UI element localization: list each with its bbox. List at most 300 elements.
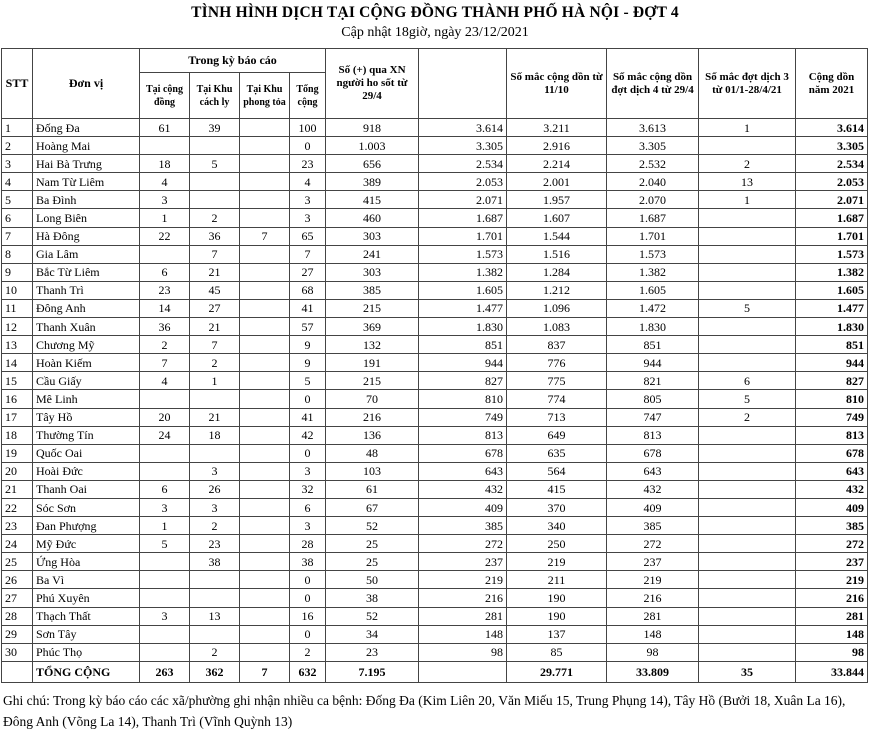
cell-cumulative-1110: 775: [507, 372, 607, 390]
cell-total: 3: [290, 191, 326, 209]
cell-cumulative-wave4: 1.472: [607, 299, 699, 317]
cell-lockdown: [240, 462, 290, 480]
cell-stt: 21: [2, 480, 33, 498]
cell-cumulative-wave4: 1.830: [607, 318, 699, 336]
cell-blank: 851: [419, 336, 507, 354]
cell-tested: 303: [326, 227, 419, 245]
cell-stt: 14: [2, 354, 33, 372]
header-wave3: Số mắc đợt dịch 3 từ 01/1-28/4/21: [699, 49, 796, 119]
cell-stt: 18: [2, 426, 33, 444]
cell-unit: Gia Lâm: [33, 245, 140, 263]
cell-community: 20: [140, 408, 190, 426]
cell-total: 16: [290, 607, 326, 625]
cell-cumulative-wave4: 409: [607, 498, 699, 516]
header-isolation: Tại Khu cách ly: [190, 73, 240, 119]
cell-isolation: 5: [190, 155, 240, 173]
cell-blank: 813: [419, 426, 507, 444]
cell-unit: Hai Bà Trưng: [33, 155, 140, 173]
cell-total: 3: [290, 209, 326, 227]
header-unit: Đơn vị: [33, 49, 140, 119]
cell-cumulative-1110: 1.212: [507, 281, 607, 299]
cell-cumulative-wave4: 281: [607, 607, 699, 625]
cell-year2021: 1.382: [796, 263, 868, 281]
cell-tested: 25: [326, 535, 419, 553]
cell-cumulative-1110: 1.096: [507, 299, 607, 317]
cell-year2021: 219: [796, 571, 868, 589]
cell-tested: 70: [326, 390, 419, 408]
cell-wave3: [699, 336, 796, 354]
cell-blank: 272: [419, 535, 507, 553]
cell-isolation: [190, 390, 240, 408]
cell-cumulative-wave4: 2.070: [607, 191, 699, 209]
cell-total: 65: [290, 227, 326, 245]
cell-tested: 48: [326, 444, 419, 462]
total-cell-wave3: 35: [699, 661, 796, 682]
cell-wave3: [699, 517, 796, 535]
cell-tested: 1.003: [326, 137, 419, 155]
cell-community: 5: [140, 535, 190, 553]
cell-year2021: 3.305: [796, 137, 868, 155]
cell-stt: 26: [2, 571, 33, 589]
cell-cumulative-wave4: 813: [607, 426, 699, 444]
cell-unit: Ba Đình: [33, 191, 140, 209]
cell-year2021: 1.573: [796, 245, 868, 263]
cell-lockdown: [240, 245, 290, 263]
cell-total: 4: [290, 173, 326, 191]
cell-cumulative-1110: 219: [507, 553, 607, 571]
report-subtitle: Cập nhật 18giờ, ngày 23/12/2021: [341, 25, 529, 40]
header-tested: Số (+) qua XN người ho sốt từ 29/4: [326, 49, 419, 119]
cell-total: 23: [290, 155, 326, 173]
cell-isolation: 3: [190, 498, 240, 516]
table-row: [2, 408, 868, 426]
cell-stt: 13: [2, 336, 33, 354]
cell-blank: 749: [419, 408, 507, 426]
cell-cumulative-1110: 564: [507, 462, 607, 480]
cell-unit: Đông Anh: [33, 299, 140, 317]
cell-tested: 61: [326, 480, 419, 498]
cell-isolation: [190, 191, 240, 209]
cell-unit: Phúc Thọ: [33, 643, 140, 661]
cell-total: 0: [290, 625, 326, 643]
cell-cumulative-1110: 370: [507, 498, 607, 516]
cell-wave3: 6: [699, 372, 796, 390]
cell-year2021: 2.071: [796, 191, 868, 209]
cell-community: 22: [140, 227, 190, 245]
cell-isolation: 1: [190, 372, 240, 390]
header-report-period: Trong kỳ báo cáo: [140, 49, 326, 73]
table-row: [2, 173, 868, 191]
table-row: [2, 517, 868, 535]
cell-community: 7: [140, 354, 190, 372]
cell-stt: 25: [2, 553, 33, 571]
cell-unit: Đống Đa: [33, 119, 140, 137]
cell-wave3: [699, 571, 796, 589]
cell-tested: 215: [326, 372, 419, 390]
cell-lockdown: [240, 137, 290, 155]
cell-cumulative-wave4: 272: [607, 535, 699, 553]
cell-tested: 38: [326, 589, 419, 607]
cell-unit: Thanh Oai: [33, 480, 140, 498]
table-row: [2, 426, 868, 444]
cell-cumulative-wave4: 219: [607, 571, 699, 589]
header-total: Tổng cộng: [290, 73, 326, 119]
cell-unit: Ba Vì: [33, 571, 140, 589]
cell-unit: Bắc Từ Liêm: [33, 263, 140, 281]
cell-isolation: [190, 137, 240, 155]
cell-blank: 385: [419, 517, 507, 535]
cell-isolation: 39: [190, 119, 240, 137]
cell-unit: Thường Tín: [33, 426, 140, 444]
cell-blank: 2.534: [419, 155, 507, 173]
cell-lockdown: [240, 607, 290, 625]
cell-cumulative-1110: 774: [507, 390, 607, 408]
cell-community: 18: [140, 155, 190, 173]
report-title: TÌNH HÌNH DỊCH TẠI CỘNG ĐỒNG THÀNH PHỐ HÀ NỘI - ĐỢT 4: [191, 4, 679, 21]
cell-community: 6: [140, 263, 190, 281]
cell-unit: Mỹ Đức: [33, 535, 140, 553]
cell-cumulative-wave4: 385: [607, 517, 699, 535]
cell-tested: 191: [326, 354, 419, 372]
cell-cumulative-wave4: 643: [607, 462, 699, 480]
cell-wave3: [699, 607, 796, 625]
cell-lockdown: [240, 426, 290, 444]
cell-unit: Hoàn Kiếm: [33, 354, 140, 372]
table-row: [2, 155, 868, 173]
cell-blank: 827: [419, 372, 507, 390]
cell-total: 41: [290, 299, 326, 317]
cell-tested: 303: [326, 263, 419, 281]
cell-unit: Mê Linh: [33, 390, 140, 408]
cell-isolation: 7: [190, 336, 240, 354]
cell-tested: 415: [326, 191, 419, 209]
cell-blank: 3.614: [419, 119, 507, 137]
cell-stt: 4: [2, 173, 33, 191]
cell-cumulative-wave4: 1.605: [607, 281, 699, 299]
cell-cumulative-1110: 1.516: [507, 245, 607, 263]
cell-blank: 643: [419, 462, 507, 480]
cell-blank: 3.305: [419, 137, 507, 155]
cell-tested: 52: [326, 607, 419, 625]
cell-unit: Thạch Thất: [33, 607, 140, 625]
cell-wave3: [699, 480, 796, 498]
cell-cumulative-1110: 137: [507, 625, 607, 643]
cell-total: 6: [290, 498, 326, 516]
cell-total: 5: [290, 372, 326, 390]
header-cumulative-wave4: Số mắc cộng dồn đợt dịch 4 từ 29/4: [607, 49, 699, 119]
cell-lockdown: [240, 643, 290, 661]
cell-isolation: 27: [190, 299, 240, 317]
cell-total: 0: [290, 137, 326, 155]
cell-community: 6: [140, 480, 190, 498]
cell-cumulative-1110: 190: [507, 607, 607, 625]
cell-lockdown: [240, 517, 290, 535]
cell-lockdown: [240, 336, 290, 354]
cell-lockdown: [240, 625, 290, 643]
cell-cumulative-1110: 713: [507, 408, 607, 426]
cell-year2021: 678: [796, 444, 868, 462]
cell-stt: 10: [2, 281, 33, 299]
cell-cumulative-1110: 1.083: [507, 318, 607, 336]
cell-unit: Long Biên: [33, 209, 140, 227]
cell-total: 38: [290, 553, 326, 571]
cell-cumulative-wave4: 237: [607, 553, 699, 571]
cell-cumulative-1110: 2.001: [507, 173, 607, 191]
cell-isolation: 38: [190, 553, 240, 571]
cell-stt: 23: [2, 517, 33, 535]
header-year2021: Cộng dồn năm 2021: [796, 49, 868, 119]
cell-wave3: 2: [699, 155, 796, 173]
cell-year2021: 1.687: [796, 209, 868, 227]
cell-wave3: 5: [699, 390, 796, 408]
cell-cumulative-1110: 1.284: [507, 263, 607, 281]
cell-blank: 2.071: [419, 191, 507, 209]
cell-tested: 656: [326, 155, 419, 173]
cell-isolation: 26: [190, 480, 240, 498]
cell-community: [140, 553, 190, 571]
total-cell-cumulative-wave4: 33.809: [607, 661, 699, 682]
cell-cumulative-1110: 85: [507, 643, 607, 661]
cell-total: 41: [290, 408, 326, 426]
header-blank: [419, 49, 507, 119]
cell-isolation: 21: [190, 318, 240, 336]
cell-blank: 98: [419, 643, 507, 661]
cell-lockdown: [240, 571, 290, 589]
cell-year2021: 643: [796, 462, 868, 480]
total-cell-unit: TỔNG CỘNG: [33, 661, 140, 682]
cell-wave3: [699, 535, 796, 553]
cell-unit: Đan Phượng: [33, 517, 140, 535]
cell-unit: Hoàng Mai: [33, 137, 140, 155]
cell-community: 4: [140, 173, 190, 191]
cell-year2021: 409: [796, 498, 868, 516]
table-row: [2, 245, 868, 263]
cell-cumulative-wave4: 432: [607, 480, 699, 498]
cell-lockdown: [240, 444, 290, 462]
cell-stt: 15: [2, 372, 33, 390]
cell-community: [140, 137, 190, 155]
cell-lockdown: [240, 408, 290, 426]
cell-community: [140, 390, 190, 408]
cell-tested: 50: [326, 571, 419, 589]
cell-community: [140, 589, 190, 607]
cell-cumulative-wave4: 805: [607, 390, 699, 408]
cell-lockdown: [240, 155, 290, 173]
cell-stt: 19: [2, 444, 33, 462]
cell-lockdown: [240, 318, 290, 336]
table-row: [2, 607, 868, 625]
total-cell-stt: [2, 661, 33, 682]
cell-total: 3: [290, 517, 326, 535]
header-lockdown: Tại Khu phong tỏa: [240, 73, 290, 119]
cell-year2021: 3.614: [796, 119, 868, 137]
cell-isolation: [190, 589, 240, 607]
table-row: [2, 209, 868, 227]
total-row: [2, 661, 868, 682]
header-stt: STT: [2, 49, 33, 119]
cell-community: [140, 571, 190, 589]
cell-total: 7: [290, 245, 326, 263]
cell-wave3: 1: [699, 119, 796, 137]
cell-cumulative-wave4: 1.687: [607, 209, 699, 227]
table-row: [2, 354, 868, 372]
table-row: [2, 281, 868, 299]
cell-unit: Cầu Giấy: [33, 372, 140, 390]
cell-blank: 1.477: [419, 299, 507, 317]
cell-year2021: 272: [796, 535, 868, 553]
cell-wave3: [699, 209, 796, 227]
table-row: [2, 480, 868, 498]
cell-wave3: [699, 589, 796, 607]
cell-stt: 5: [2, 191, 33, 209]
cell-blank: 281: [419, 607, 507, 625]
cell-total: 27: [290, 263, 326, 281]
cell-cumulative-wave4: 1.573: [607, 245, 699, 263]
cell-lockdown: 7: [240, 227, 290, 245]
cell-isolation: 2: [190, 354, 240, 372]
cell-cumulative-1110: 837: [507, 336, 607, 354]
cell-total: 68: [290, 281, 326, 299]
cell-isolation: [190, 173, 240, 191]
cell-year2021: 98: [796, 643, 868, 661]
cell-isolation: 18: [190, 426, 240, 444]
cell-wave3: [699, 426, 796, 444]
cell-blank: 432: [419, 480, 507, 498]
cell-cumulative-1110: 1.607: [507, 209, 607, 227]
cell-blank: 219: [419, 571, 507, 589]
cell-lockdown: [240, 191, 290, 209]
cell-isolation: 21: [190, 263, 240, 281]
cell-unit: Thanh Xuân: [33, 318, 140, 336]
cell-tested: 103: [326, 462, 419, 480]
cell-community: [140, 245, 190, 263]
cell-cumulative-wave4: 3.305: [607, 137, 699, 155]
cell-tested: 389: [326, 173, 419, 191]
cell-year2021: 810: [796, 390, 868, 408]
cell-isolation: 2: [190, 643, 240, 661]
cell-community: 2: [140, 336, 190, 354]
cell-lockdown: [240, 390, 290, 408]
table-row: [2, 119, 868, 137]
cell-year2021: 432: [796, 480, 868, 498]
cell-community: 23: [140, 281, 190, 299]
cell-wave3: [699, 444, 796, 462]
cell-wave3: 2: [699, 408, 796, 426]
total-cell-community: 263: [140, 661, 190, 682]
cell-lockdown: [240, 535, 290, 553]
cell-community: 1: [140, 209, 190, 227]
cell-total: 0: [290, 571, 326, 589]
table-body: [2, 119, 868, 683]
cell-lockdown: [240, 281, 290, 299]
footnote: Ghi chú: Trong kỳ báo cáo các xã/phường ghi nhận nhiều ca bệnh: Đống Đa (Kim Liên 20, Văn Miếu 15, Trung Phụng 14), Tây Hồ (Bưởi 18, Xuân La 16), Đông Anh (Võng La 14), Thanh Trì (Vĩnh Quỳnh 13): [3, 693, 846, 729]
cell-lockdown: [240, 299, 290, 317]
cell-blank: 1.382: [419, 263, 507, 281]
cell-cumulative-1110: 340: [507, 517, 607, 535]
table-row: [2, 571, 868, 589]
table-row: [2, 191, 868, 209]
cell-wave3: [699, 462, 796, 480]
cell-lockdown: [240, 372, 290, 390]
table-row: [2, 589, 868, 607]
cell-lockdown: [240, 480, 290, 498]
cell-lockdown: [240, 173, 290, 191]
cell-stt: 17: [2, 408, 33, 426]
cell-stt: 11: [2, 299, 33, 317]
cell-unit: Phú Xuyên: [33, 589, 140, 607]
cell-tested: 25: [326, 553, 419, 571]
cell-cumulative-wave4: 1.701: [607, 227, 699, 245]
cell-wave3: [699, 263, 796, 281]
cell-cumulative-wave4: 851: [607, 336, 699, 354]
table-row: [2, 553, 868, 571]
cell-blank: 1.687: [419, 209, 507, 227]
cell-blank: 1.573: [419, 245, 507, 263]
total-cell-blank: [419, 661, 507, 682]
cell-cumulative-1110: 190: [507, 589, 607, 607]
cell-stt: 29: [2, 625, 33, 643]
cell-tested: 67: [326, 498, 419, 516]
cell-community: 1: [140, 517, 190, 535]
cell-lockdown: [240, 354, 290, 372]
cell-community: 36: [140, 318, 190, 336]
cell-isolation: [190, 571, 240, 589]
table-row: [2, 336, 868, 354]
cell-total: 28: [290, 535, 326, 553]
table-row: [2, 462, 868, 480]
cell-stt: 12: [2, 318, 33, 336]
cell-blank: 2.053: [419, 173, 507, 191]
cell-wave3: 5: [699, 299, 796, 317]
cell-unit: Ứng Hòa: [33, 553, 140, 571]
cell-wave3: [699, 643, 796, 661]
cell-community: [140, 462, 190, 480]
cell-cumulative-wave4: 148: [607, 625, 699, 643]
cell-stt: 8: [2, 245, 33, 263]
table-row: [2, 299, 868, 317]
cell-year2021: 944: [796, 354, 868, 372]
cell-cumulative-1110: 250: [507, 535, 607, 553]
cell-unit: Thanh Trì: [33, 281, 140, 299]
cell-tested: 23: [326, 643, 419, 661]
cell-cumulative-wave4: 216: [607, 589, 699, 607]
cell-wave3: [699, 281, 796, 299]
cell-year2021: 281: [796, 607, 868, 625]
cell-wave3: [699, 245, 796, 263]
cell-wave3: 1: [699, 191, 796, 209]
cell-stt: 1: [2, 119, 33, 137]
cell-cumulative-1110: 415: [507, 480, 607, 498]
cell-unit: Tây Hồ: [33, 408, 140, 426]
cell-stt: 3: [2, 155, 33, 173]
cell-isolation: 36: [190, 227, 240, 245]
cell-year2021: 2.534: [796, 155, 868, 173]
total-cell-year2021: 33.844: [796, 661, 868, 682]
cell-total: 0: [290, 589, 326, 607]
cell-wave3: [699, 553, 796, 571]
cell-community: 3: [140, 607, 190, 625]
cell-community: [140, 643, 190, 661]
cell-year2021: 2.053: [796, 173, 868, 191]
cell-lockdown: [240, 498, 290, 516]
cell-isolation: 21: [190, 408, 240, 426]
cell-stt: 7: [2, 227, 33, 245]
cell-cumulative-wave4: 944: [607, 354, 699, 372]
cell-tested: 34: [326, 625, 419, 643]
cell-cumulative-1110: 1.544: [507, 227, 607, 245]
cell-wave3: [699, 354, 796, 372]
cell-wave3: [699, 137, 796, 155]
